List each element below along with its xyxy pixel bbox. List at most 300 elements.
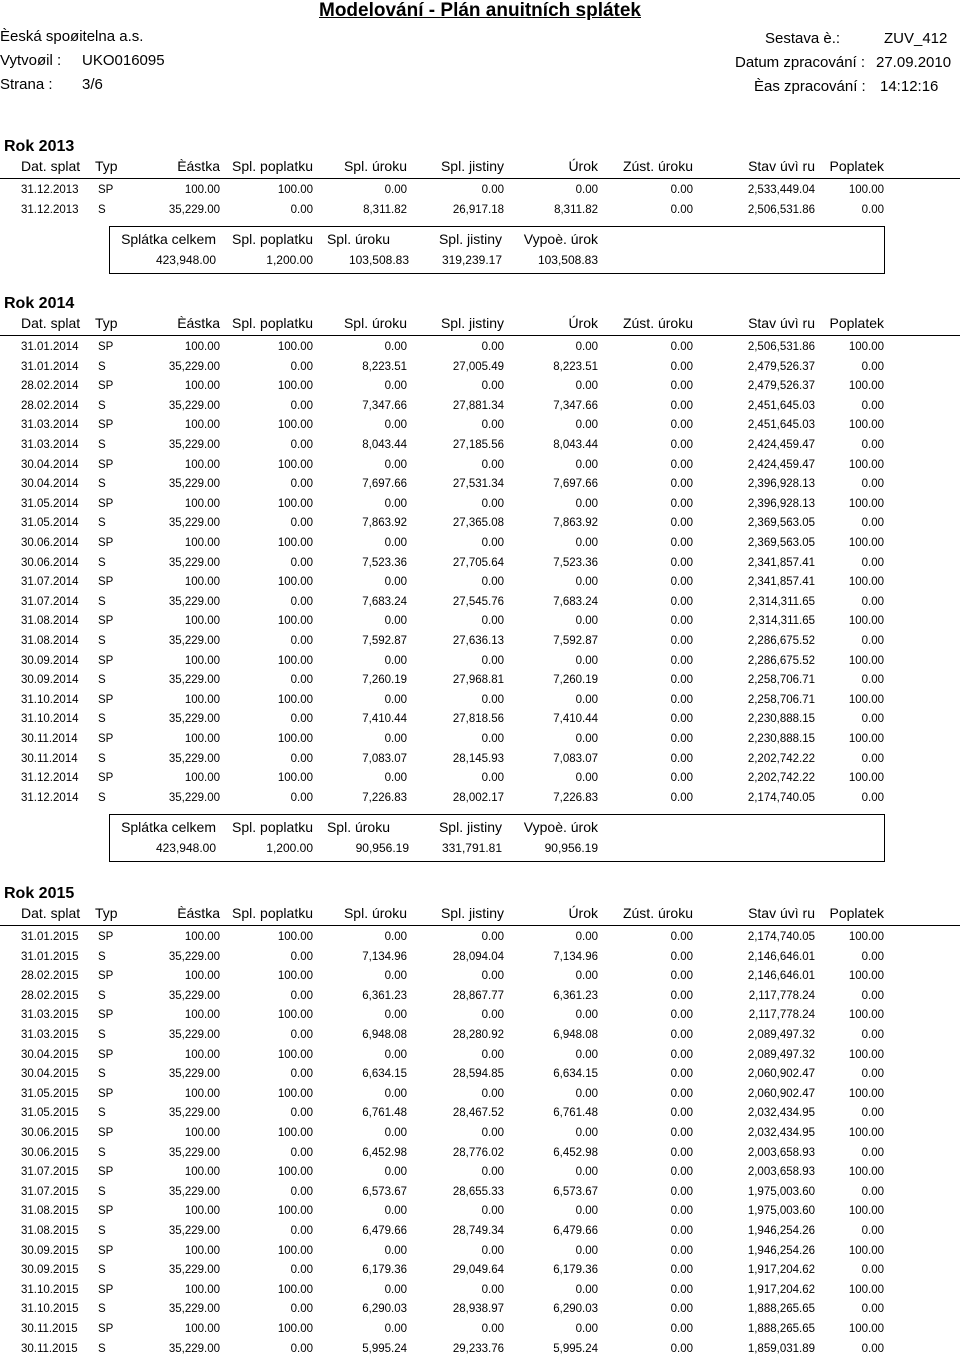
summary-header: Vypoè. úrok [523, 231, 598, 248]
table-row [0, 1047, 960, 1067]
table-cell: 100.00 [848, 537, 884, 549]
table-cell: 1,946,254.26 [747, 1244, 815, 1257]
table-cell: 6,179.36 [553, 1264, 598, 1277]
table-cell: S [98, 1225, 106, 1237]
table-cell: 31.10.2014 [21, 713, 79, 726]
table-cell: 2,341,857.41 [747, 556, 815, 569]
table-cell: 0.00 [670, 713, 693, 726]
table-cell: 35,229.00 [168, 556, 220, 569]
table-cell: 100.00 [848, 419, 884, 432]
table-cell: 0.00 [670, 419, 693, 432]
table-cell: 2,286,675.52 [747, 654, 815, 667]
table-cell: 0.00 [384, 1323, 407, 1335]
table-cell: 2,117,778.24 [748, 1009, 815, 1022]
table-cell: 0.00 [670, 1166, 693, 1179]
table-cell: SP [98, 497, 114, 510]
table-cell: 100.00 [277, 693, 313, 706]
table-cell: 0.00 [384, 1087, 407, 1100]
table-cell: S [98, 1303, 106, 1316]
column-header: Dat. splat [21, 905, 81, 921]
table-cell: 0.00 [670, 931, 693, 943]
table-cell: 2,286,675.52 [747, 635, 815, 647]
table-cell: SP [98, 1166, 114, 1179]
table-cell: 0.00 [575, 1244, 598, 1257]
table-cell: 0.00 [290, 791, 313, 804]
page-value: 3/6 [82, 76, 103, 93]
table-cell: 35,229.00 [168, 1264, 220, 1277]
table-cell: 0.00 [575, 733, 598, 745]
table-cell: 6,452.98 [553, 1146, 598, 1159]
table-cell: 35,229.00 [168, 1146, 220, 1159]
table-cell: 28,094.04 [452, 950, 504, 963]
table-row [0, 711, 960, 731]
table-cell: 6,573.67 [362, 1185, 407, 1198]
table-cell: 2,032,434.95 [747, 1107, 815, 1120]
table-cell: 0.00 [384, 1283, 407, 1296]
table-cell: 100.00 [848, 1283, 884, 1296]
table-cell: 27,185.56 [452, 439, 504, 451]
table-cell: 100.00 [277, 380, 313, 393]
table-cell: 2,060,902.47 [747, 1087, 815, 1100]
table-cell: 6,761.48 [553, 1107, 598, 1120]
column-header: Spl. poplatku [232, 158, 313, 174]
table-cell: 0.00 [575, 1048, 598, 1061]
table-cell: 35,229.00 [168, 203, 220, 216]
column-header: Èástka [177, 158, 220, 174]
table-cell: 0.00 [384, 693, 407, 706]
table-cell: SP [98, 341, 114, 353]
table-cell: 7,683.24 [362, 595, 407, 608]
table-cell: 7,347.66 [362, 399, 407, 412]
table-cell: 100.00 [277, 458, 313, 471]
table-cell: 31.05.2014 [21, 497, 79, 510]
table-cell: 0.00 [670, 1225, 693, 1237]
table-cell: 0.00 [670, 1107, 693, 1120]
table-cell: S [98, 203, 106, 216]
table-cell: 2,146,646.01 [747, 950, 815, 963]
table-cell: 28,280.92 [452, 1029, 504, 1041]
table-cell: 27,968.81 [452, 674, 504, 687]
table-cell: 29,233.76 [452, 1342, 504, 1355]
table-cell: 0.00 [575, 1323, 598, 1335]
column-header: Úrok [568, 315, 598, 331]
table-cell: 28,594.85 [452, 1068, 504, 1081]
table-cell: 0.00 [861, 517, 884, 530]
table-cell: 100.00 [277, 772, 313, 785]
table-cell: 0.00 [670, 1146, 693, 1159]
table-row [0, 968, 960, 988]
table-cell: 0.00 [670, 1303, 693, 1316]
table-cell: S [98, 439, 106, 451]
table-cell: 30.06.2014 [21, 556, 79, 569]
table-cell: 0.00 [384, 1009, 407, 1022]
table-cell: 28,938.97 [452, 1303, 504, 1316]
table-cell: 2,258,706.71 [747, 693, 815, 706]
table-cell: 100.00 [184, 380, 220, 393]
table-cell: S [98, 674, 106, 687]
table-cell: 28.02.2015 [21, 970, 79, 983]
table-cell: 0.00 [575, 1166, 598, 1179]
table-cell: 6,179.36 [362, 1264, 407, 1277]
table-cell: 0.00 [670, 1087, 693, 1100]
section-label: Rok [4, 885, 35, 902]
table-cell: 0.00 [670, 1185, 693, 1198]
column-header: Typ [95, 158, 118, 174]
table-cell: 0.00 [384, 380, 407, 393]
table-cell: 100.00 [848, 341, 884, 353]
table-cell: 0.00 [670, 537, 693, 549]
table-cell: 35,229.00 [168, 595, 220, 608]
table-cell: 100.00 [184, 497, 220, 510]
table-cell: 6,361.23 [362, 989, 407, 1002]
table-cell: 1,975,003.60 [747, 1185, 815, 1198]
table-cell: 28,749.34 [452, 1225, 504, 1237]
table-cell: 0.00 [670, 791, 693, 804]
processing-date-label: Datum zpracování : [735, 54, 866, 71]
table-cell: 0.00 [670, 989, 693, 1002]
table-row [0, 1301, 960, 1321]
table-cell: 7,410.44 [362, 713, 407, 726]
column-header-row [0, 903, 960, 926]
table-row [0, 202, 960, 222]
table-cell: 8,043.44 [553, 439, 598, 451]
table-cell: 30.11.2014 [21, 733, 78, 745]
processing-time-value: 14:12:16 [880, 78, 939, 95]
table-cell: 28,145.93 [452, 752, 504, 765]
table-cell: 35,229.00 [168, 752, 220, 765]
table-cell: 0.00 [575, 497, 598, 510]
table-cell: 0.00 [670, 556, 693, 569]
table-cell: 28,655.33 [452, 1185, 504, 1198]
table-cell: 31.03.2014 [21, 419, 79, 432]
column-header: Spl. úroku [343, 905, 407, 921]
table-cell: SP [98, 1244, 114, 1257]
table-cell: 0.00 [384, 419, 407, 432]
table-cell: 31.10.2015 [21, 1283, 79, 1296]
table-cell: 30.09.2014 [21, 654, 79, 667]
table-cell: 100.00 [184, 576, 220, 589]
table-cell: 100.00 [277, 970, 313, 983]
table-row [0, 1282, 960, 1302]
table-cell: 0.00 [670, 752, 693, 765]
table-cell: 7,683.24 [553, 595, 598, 608]
table-cell: 100.00 [277, 341, 313, 353]
table-cell: 35,229.00 [168, 1068, 220, 1081]
table-cell: S [98, 635, 106, 647]
table-cell: 28.02.2014 [21, 399, 79, 412]
table-cell: SP [98, 654, 114, 667]
table-cell: 27,881.34 [452, 399, 504, 412]
table-row [0, 1145, 960, 1165]
table-cell: 100.00 [848, 654, 884, 667]
table-cell: 100.00 [184, 1087, 220, 1100]
table-cell: 7,592.87 [553, 635, 598, 647]
table-cell: 31.12.2013 [21, 184, 79, 196]
table-cell: 0.00 [861, 713, 884, 726]
table-cell: 31.08.2015 [21, 1205, 79, 1218]
column-header: Úrok [568, 158, 598, 174]
table-cell: 100.00 [277, 931, 313, 943]
table-cell: 0.00 [670, 458, 693, 471]
table-cell: 2,424,459.47 [747, 458, 815, 471]
table-cell: 0.00 [861, 203, 884, 216]
table-cell: 8,223.51 [362, 360, 407, 373]
table-cell: 7,410.44 [553, 713, 598, 726]
table-cell: 30.04.2015 [21, 1068, 79, 1081]
table-cell: 0.00 [670, 733, 693, 745]
table-cell: 2,396,928.13 [747, 497, 815, 510]
table-cell: 0.00 [481, 1205, 504, 1218]
summary-header: Spl. úroku [326, 231, 390, 248]
table-cell: 0.00 [384, 341, 407, 353]
table-cell: S [98, 1146, 106, 1159]
table-cell: 100.00 [848, 1205, 884, 1218]
table-cell: 7,697.66 [362, 478, 407, 491]
table-cell: 30.04.2015 [21, 1048, 79, 1061]
table-cell: S [98, 478, 106, 491]
table-cell: 7,347.66 [553, 399, 598, 412]
table-cell: 0.00 [670, 399, 693, 412]
table-cell: 6,479.66 [553, 1225, 598, 1237]
summary-box [109, 814, 885, 862]
table-row [0, 1243, 960, 1263]
table-cell: 0.00 [481, 1244, 504, 1257]
table-cell: 100.00 [848, 1166, 884, 1179]
table-cell: 6,948.08 [362, 1029, 407, 1041]
table-cell: 2,424,459.47 [747, 439, 815, 451]
table-cell: S [98, 1342, 106, 1355]
column-header: Spl. jistiny [440, 158, 504, 174]
table-cell: 30.11.2015 [21, 1323, 78, 1335]
table-cell: 2,089,497.32 [747, 1048, 815, 1061]
table-cell: 0.00 [384, 615, 407, 628]
table-cell: 28.02.2015 [21, 989, 79, 1002]
table-cell: 31.10.2015 [21, 1303, 79, 1316]
table-row [0, 613, 960, 633]
table-cell: 0.00 [670, 1029, 693, 1041]
bank-name: Èeská spoøitelna a.s. [0, 28, 144, 45]
table-cell: 0.00 [575, 1205, 598, 1218]
table-cell: 27,545.76 [452, 595, 504, 608]
table-row [0, 731, 960, 751]
table-cell: 30.11.2015 [21, 1342, 78, 1355]
table-cell: 0.00 [481, 654, 504, 667]
table-cell: 0.00 [384, 1048, 407, 1061]
table-cell: 30.11.2014 [21, 752, 78, 765]
table-cell: 0.00 [670, 654, 693, 667]
table-cell: 0.00 [861, 399, 884, 412]
table-cell: 0.00 [481, 693, 504, 706]
table-cell: 100.00 [277, 1244, 313, 1257]
created-by-label: Vytvoøil : [0, 52, 62, 69]
table-cell: 35,229.00 [168, 517, 220, 530]
summary-header: Splátka celkem [121, 819, 216, 836]
table-cell: 0.00 [861, 360, 884, 373]
table-cell: 0.00 [384, 537, 407, 549]
summary-value: 103,508.83 [348, 253, 409, 268]
table-row [0, 535, 960, 555]
column-header-row [0, 156, 960, 179]
table-cell: 100.00 [184, 1244, 220, 1257]
table-cell: 0.00 [575, 772, 598, 785]
table-row [0, 949, 960, 969]
table-cell: 7,863.92 [553, 517, 598, 530]
table-cell: S [98, 1029, 106, 1041]
table-cell: 0.00 [861, 1264, 884, 1277]
table-cell: 0.00 [290, 635, 313, 647]
table-cell: 30.04.2014 [21, 478, 79, 491]
table-row [0, 1027, 960, 1047]
section-label: Rok [4, 138, 35, 155]
table-cell: SP [98, 1048, 114, 1061]
table-cell: 35,229.00 [168, 950, 220, 963]
table-cell: 31.12.2014 [21, 772, 79, 785]
table-row [0, 378, 960, 398]
table-cell: 100.00 [848, 497, 884, 510]
table-cell: 0.00 [861, 478, 884, 491]
summary-header: Spl. jistiny [438, 819, 502, 836]
summary-header: Vypoè. úrok [523, 819, 598, 836]
table-cell: 0.00 [481, 615, 504, 628]
table-cell: 100.00 [848, 380, 884, 393]
table-cell: 35,229.00 [168, 791, 220, 804]
table-cell: 0.00 [575, 1087, 598, 1100]
table-cell: 0.00 [481, 341, 504, 353]
table-cell: 31.01.2015 [21, 931, 79, 943]
column-header: Stav úvì ru [748, 315, 815, 331]
table-cell: SP [98, 537, 114, 549]
column-header: Zúst. úroku [622, 315, 693, 331]
table-cell: 2,451,645.03 [747, 399, 815, 412]
table-cell: 0.00 [290, 399, 313, 412]
table-cell: 31.07.2014 [21, 576, 79, 589]
table-cell: 26,917.18 [452, 203, 504, 216]
table-cell: 8,311.82 [554, 203, 598, 216]
table-cell: SP [98, 931, 114, 943]
table-cell: 100.00 [184, 1205, 220, 1218]
table-cell: 0.00 [670, 1205, 693, 1218]
table-cell: 100.00 [184, 1166, 220, 1179]
table-cell: 27,705.64 [452, 556, 504, 569]
table-cell: 100.00 [848, 576, 884, 589]
table-cell: 0.00 [481, 537, 504, 549]
table-cell: 0.00 [575, 693, 598, 706]
table-cell: 0.00 [290, 517, 313, 530]
table-cell: 0.00 [575, 341, 598, 353]
table-cell: 7,523.36 [362, 556, 407, 569]
table-cell: 0.00 [670, 615, 693, 628]
table-cell: 0.00 [861, 1342, 884, 1355]
table-cell: 2,089,497.32 [747, 1029, 815, 1041]
table-cell: 35,229.00 [168, 635, 220, 647]
table-cell: 0.00 [670, 1342, 693, 1355]
table-cell: 0.00 [290, 360, 313, 373]
table-cell: 6,761.48 [362, 1107, 407, 1120]
table-cell: 31.01.2015 [21, 950, 79, 963]
table-cell: 0.00 [670, 950, 693, 963]
table-cell: 100.00 [184, 1048, 220, 1061]
column-header: Zúst. úroku [622, 158, 693, 174]
table-cell: 100.00 [277, 1323, 313, 1335]
table-cell: 0.00 [384, 1205, 407, 1218]
table-cell: 0.00 [861, 1146, 884, 1159]
table-cell: 0.00 [384, 931, 407, 943]
table-cell: SP [98, 419, 114, 432]
summary-value: 331,791.81 [441, 841, 502, 856]
table-cell: S [98, 517, 106, 530]
table-cell: 100.00 [277, 497, 313, 510]
table-cell: 2,369,563.05 [747, 517, 815, 530]
table-cell: 30.09.2015 [21, 1264, 79, 1277]
table-cell: 100.00 [184, 772, 220, 785]
table-cell: 6,573.67 [553, 1185, 598, 1198]
table-cell: 28,776.02 [452, 1146, 504, 1159]
table-cell: 7,523.36 [553, 556, 598, 569]
table-cell: 31.05.2015 [21, 1087, 79, 1100]
table-cell: SP [98, 380, 114, 393]
table-cell: 2,032,434.95 [747, 1127, 815, 1139]
table-cell: 100.00 [184, 537, 220, 549]
table-cell: 35,229.00 [168, 439, 220, 451]
table-cell: 100.00 [184, 1283, 220, 1296]
table-cell: 0.00 [670, 341, 693, 353]
table-cell: 5,995.24 [362, 1342, 407, 1355]
table-cell: 100.00 [277, 1166, 313, 1179]
table-cell: 0.00 [384, 184, 407, 196]
table-cell: 100.00 [848, 1048, 884, 1061]
table-cell: 100.00 [184, 1323, 220, 1335]
table-cell: SP [98, 693, 114, 706]
table-cell: 35,229.00 [168, 1342, 220, 1355]
summary-header: Spl. poplatku [232, 819, 313, 836]
table-row [0, 437, 960, 457]
table-cell: 0.00 [481, 1048, 504, 1061]
table-row [0, 770, 960, 790]
table-cell: 0.00 [290, 1225, 313, 1237]
table-cell: 0.00 [670, 380, 693, 393]
table-cell: 35,229.00 [168, 1029, 220, 1041]
table-cell: 31.01.2014 [21, 341, 79, 353]
table-cell: 0.00 [861, 791, 884, 804]
table-cell: 100.00 [848, 615, 884, 628]
table-cell: 0.00 [481, 497, 504, 510]
report-number-label: Sestava è.: [765, 30, 841, 47]
table-row [0, 457, 960, 477]
table-cell: 0.00 [384, 772, 407, 785]
table-cell: 1,917,204.62 [747, 1264, 815, 1277]
table-cell: SP [98, 772, 114, 785]
column-header-row [0, 313, 960, 336]
table-cell: 8,223.51 [553, 360, 598, 373]
table-cell: 6,290.03 [362, 1303, 407, 1316]
table-cell: S [98, 399, 106, 412]
table-cell: 35,229.00 [168, 360, 220, 373]
table-cell: 2,314,311.65 [748, 595, 815, 608]
table-cell: 0.00 [575, 419, 598, 432]
table-cell: 100.00 [848, 931, 884, 943]
table-cell: 30.06.2014 [21, 537, 79, 549]
table-cell: 100.00 [848, 1127, 884, 1139]
table-cell: 2,396,928.13 [747, 478, 815, 491]
table-cell: 35,229.00 [168, 1225, 220, 1237]
table-cell: 7,083.07 [362, 752, 407, 765]
column-header: Spl. poplatku [232, 315, 313, 331]
table-cell: 0.00 [670, 693, 693, 706]
table-cell: S [98, 950, 106, 963]
table-cell: 2,174,740.05 [747, 931, 815, 943]
table-row [0, 751, 960, 771]
table-cell: 31.08.2015 [21, 1225, 79, 1237]
